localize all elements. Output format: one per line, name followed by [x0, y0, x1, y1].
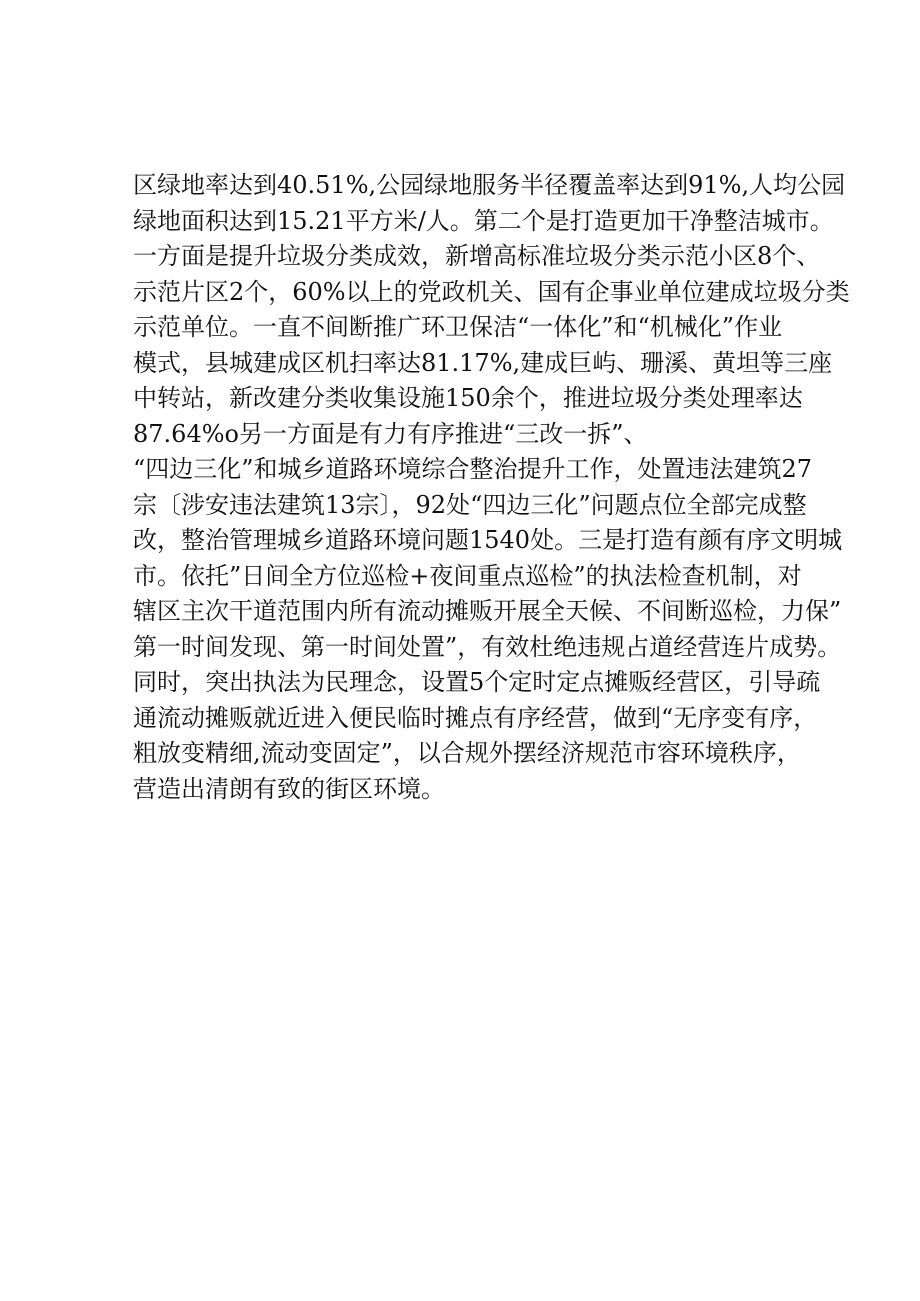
text-line: 87.64%o另一方面是有力有序推进“三改一拆”、 [133, 419, 648, 448]
text-line: 中转站，新改建分类收集设施150余个，推进垃圾分类处理率达 [133, 384, 803, 412]
text-line: “四边三化”和城乡道路环境综合整治提升工作，处置违法建筑27 [133, 455, 813, 483]
text-line: 示范单位。一直不间断推广环卫保洁“一体化”和“机械化”作业 [133, 313, 783, 341]
text-line: 同时，突出执法为民理念，设置5个定时定点摊贩经营区，引导疏 [133, 668, 821, 696]
text-line: 营造出清朗有致的街区环境。 [133, 774, 445, 803]
text-line: 市。依托”日间全方位巡检+夜间重点巡检”的执法检查机制，对 [133, 561, 802, 590]
text-line: 改，整治管理城乡道路环境问题1540处。三是打造有颜有序文明城 [133, 526, 843, 554]
text-line: 粗放变精细,流动变固定”，以合规外摆经济规范市容环境秩序， [133, 739, 801, 767]
text-line: 宗〔涉安违法建筑13宗〕，92处“四边三化”问题点位全部完成整 [133, 490, 807, 519]
body-paragraph [133, 168, 850, 807]
text-line: 辖区主次干道范围内所有流动摊贩开展全天候、不间断巡检，力保” [133, 597, 842, 625]
text-line: 一方面是提升垃圾分类成效，新增高标准垃圾分类示范小区8个、 [133, 242, 821, 270]
text-line: 第一时间发现、第一时间处置”，有效杜绝违规占道经营连片成势。 [133, 632, 842, 661]
text-line: 区绿地率达到40.51%,公园绿地服务半径覆盖率达到91%,人均公园 [133, 171, 846, 199]
text-line: 示范片区2个，60%以上的党政机关、国有企事业单位建成垃圾分类 [133, 277, 850, 306]
text-line: 通流动摊贩就近进入便民临时摊点有序经营，做到“无序变有序， [133, 703, 818, 732]
text-line: 绿地面积达到15.21平方米/人。第二个是打造更加干净整洁城市。 [133, 206, 834, 235]
text-line: 模式，县城建成区机扫率达81.17%,建成巨屿、珊溪、黄坦等三座 [133, 348, 833, 377]
